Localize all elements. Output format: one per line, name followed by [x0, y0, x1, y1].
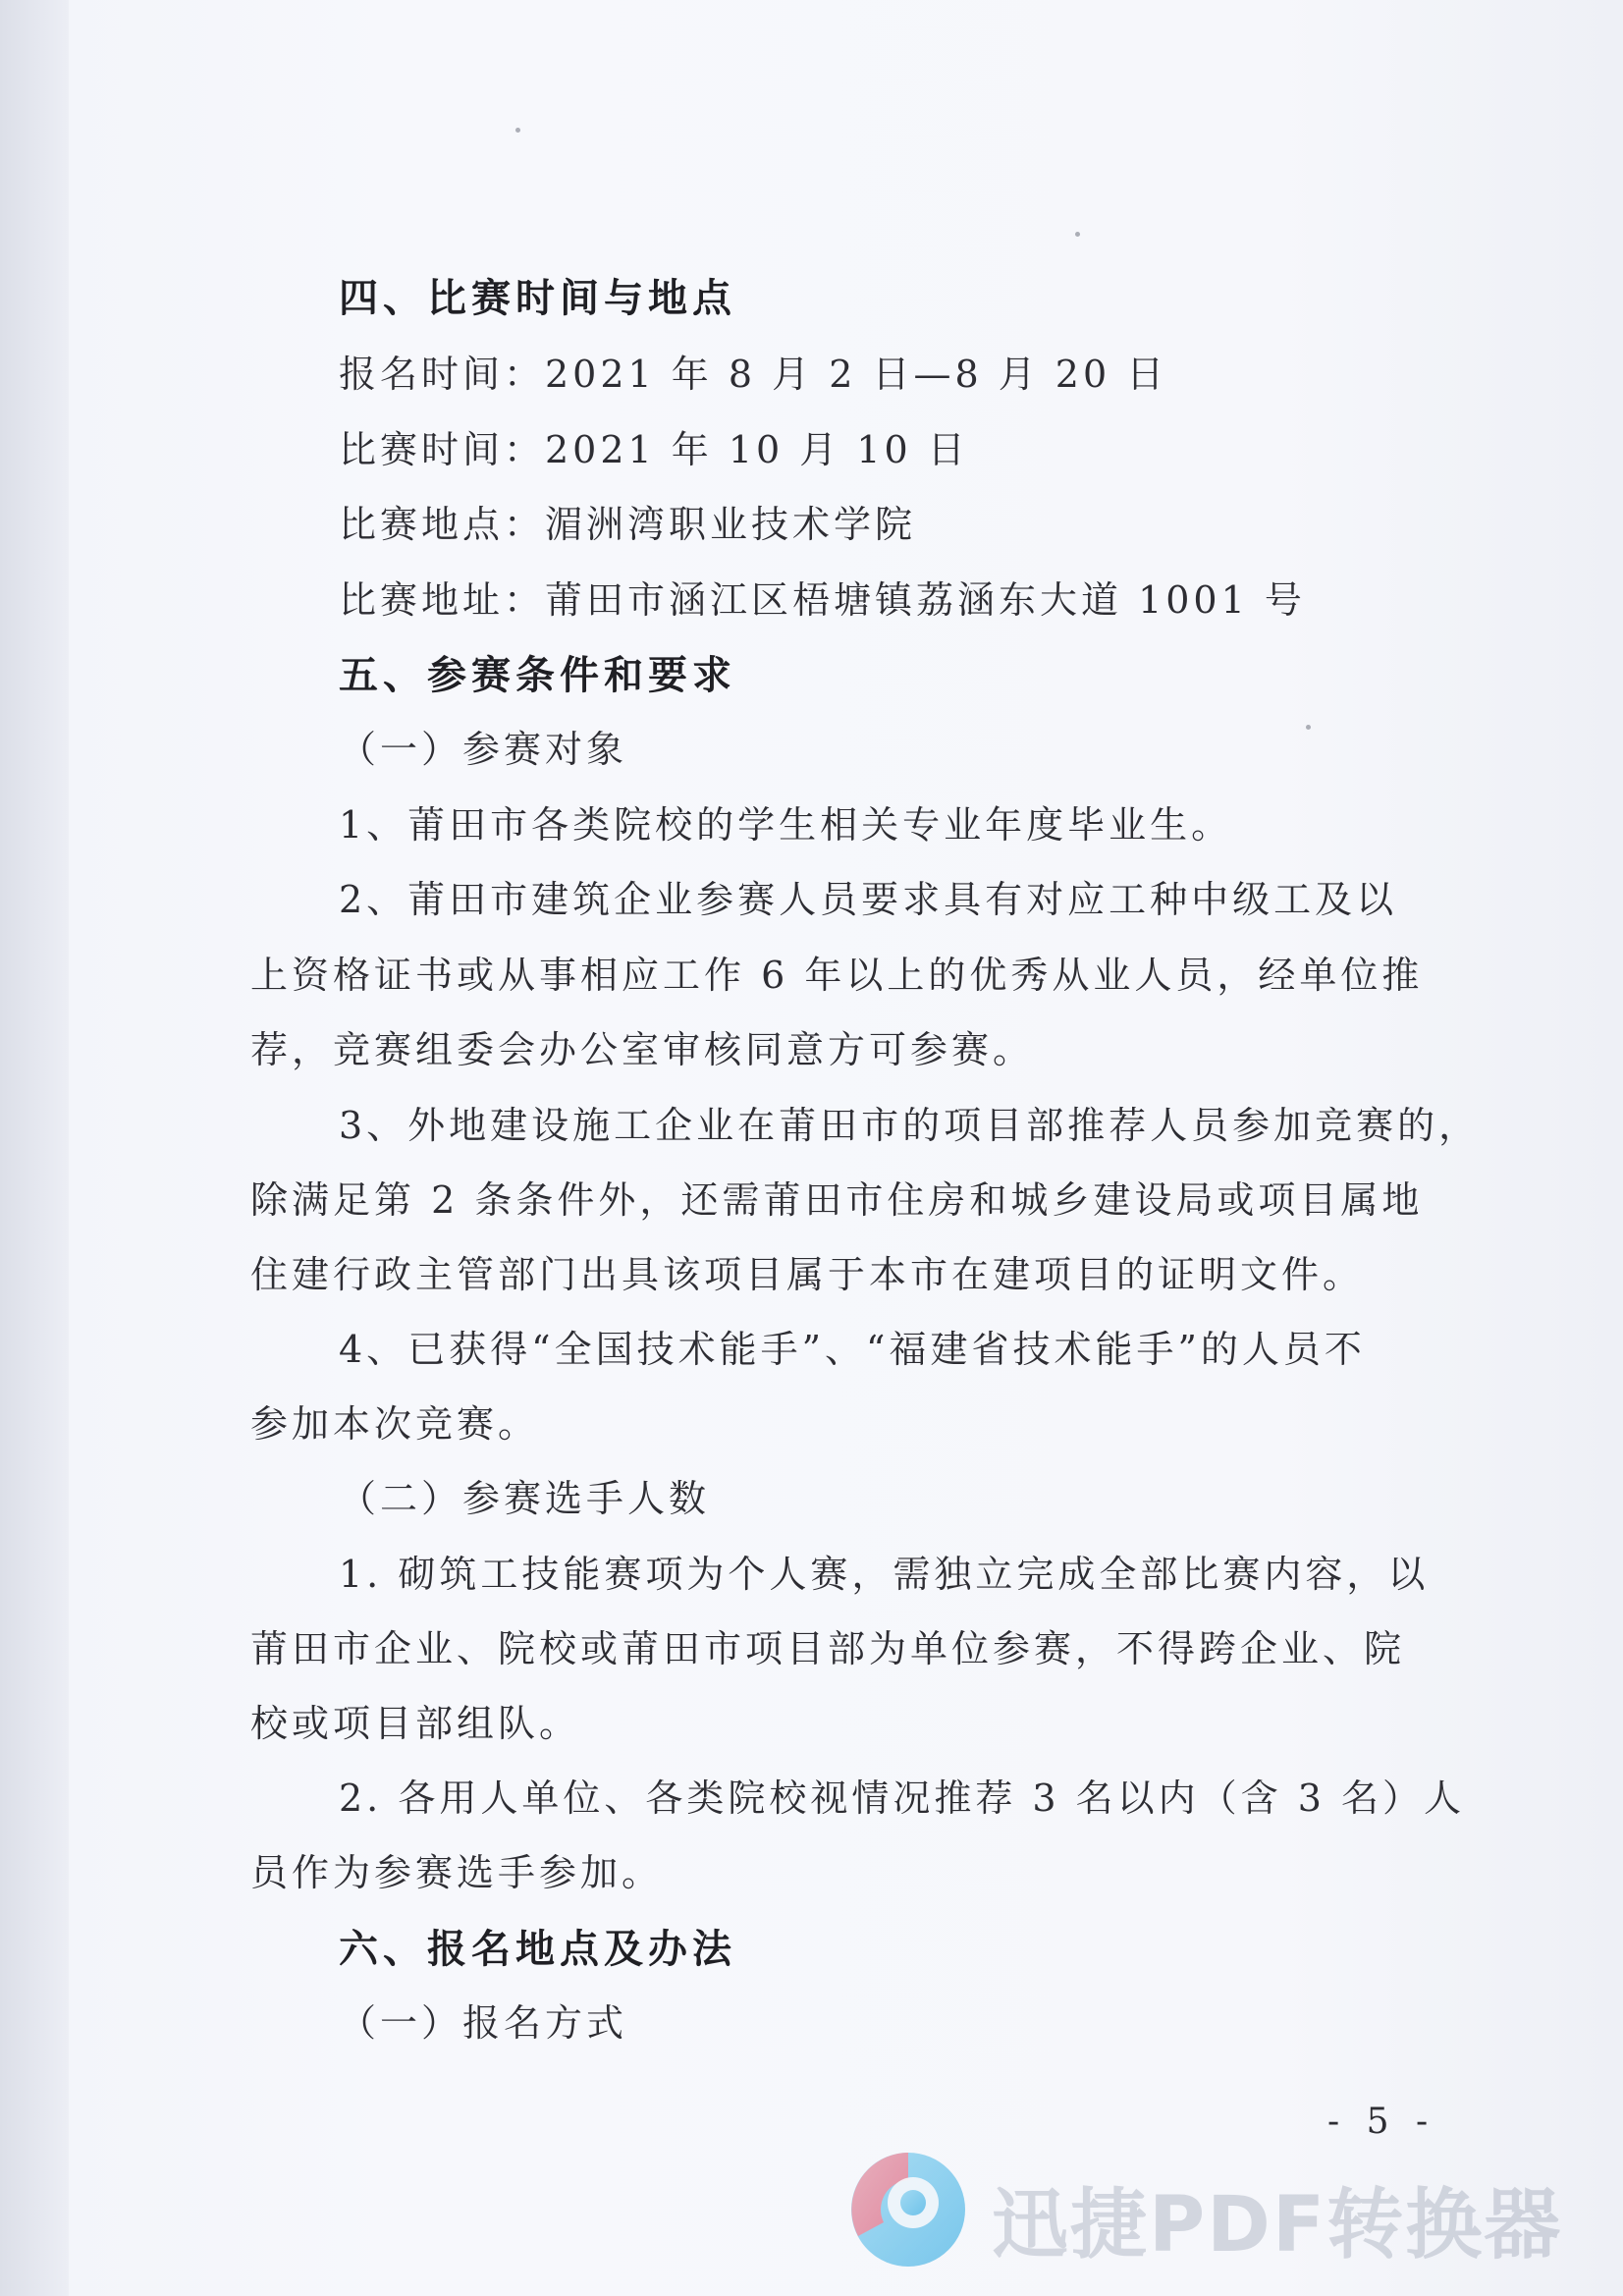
scan-speck	[1306, 725, 1311, 730]
paragraph-line: 3、外地建设施工企业在莆田市的项目部推荐人员参加竞赛的，	[339, 1104, 1481, 1147]
page-number: - 5 -	[1327, 2102, 1436, 2142]
section-heading-6: 六、报名地点及办法	[339, 1927, 736, 1972]
paragraph-line: 除满足第 2 条条件外，还需莆田市住房和城乡建设局或项目属地	[250, 1178, 1424, 1222]
paragraph-line: 荐，竞赛组委会办公室审核同意方可参赛。	[250, 1028, 1035, 1071]
binding-edge	[0, 0, 69, 2296]
paragraph-line: 1. 砌筑工技能赛项为个人赛，需独立完成全部比赛内容，以	[339, 1553, 1430, 1596]
section-heading-5: 五、参赛条件和要求	[339, 653, 736, 698]
paragraph-line: 校或项目部组队。	[250, 1702, 581, 1745]
watermark	[844, 2146, 1610, 2273]
competition-time: 比赛时间：2021 年 10 月 10 日	[339, 428, 969, 471]
scan-speck	[515, 128, 520, 133]
paragraph-line: 上资格证书或从事相应工作 6 年以上的优秀从业人员，经单位推	[250, 954, 1424, 997]
registration-time: 报名时间：2021 年 8 月 2 日—8 月 20 日	[339, 353, 1168, 396]
watermark-text: 迅捷PDF转换器	[992, 2181, 1563, 2269]
competition-address: 比赛地址：莆田市涵江区梧塘镇荔涵东大道 1001 号	[339, 578, 1306, 622]
subsection-title-method: （一）报名方式	[339, 2001, 628, 2045]
paragraph-line: 住建行政主管部门出具该项目属于本市在建项目的证明文件。	[250, 1253, 1365, 1296]
paragraph-line: 员作为参赛选手参加。	[250, 1851, 664, 1894]
section-heading-4: 四、比赛时间与地点	[339, 276, 736, 321]
paragraph-line: 莆田市企业、院校或莆田市项目部为单位参赛，不得跨企业、院	[250, 1627, 1406, 1670]
paragraph-line: 1、莆田市各类院校的学生相关专业年度毕业生。	[339, 803, 1233, 847]
paragraph-line: 2. 各用人单位、各类院校视情况推荐 3 名以内（含 3 名）人	[339, 1777, 1466, 1820]
paragraph-line: 4、已获得“全国技术能手”、“福建省技术能手”的人员不	[339, 1328, 1366, 1371]
xunjie-logo-icon	[844, 2146, 972, 2273]
paragraph-line: 2、莆田市建筑企业参赛人员要求具有对应工种中级工及以	[339, 878, 1398, 921]
paragraph-line: 参加本次竞赛。	[250, 1402, 540, 1446]
subsection-title-count: （二）参赛选手人数	[339, 1477, 711, 1520]
scan-speck	[1075, 232, 1080, 237]
competition-venue: 比赛地点：湄洲湾职业技术学院	[339, 503, 917, 546]
subsection-title-participants: （一）参赛对象	[339, 728, 628, 771]
